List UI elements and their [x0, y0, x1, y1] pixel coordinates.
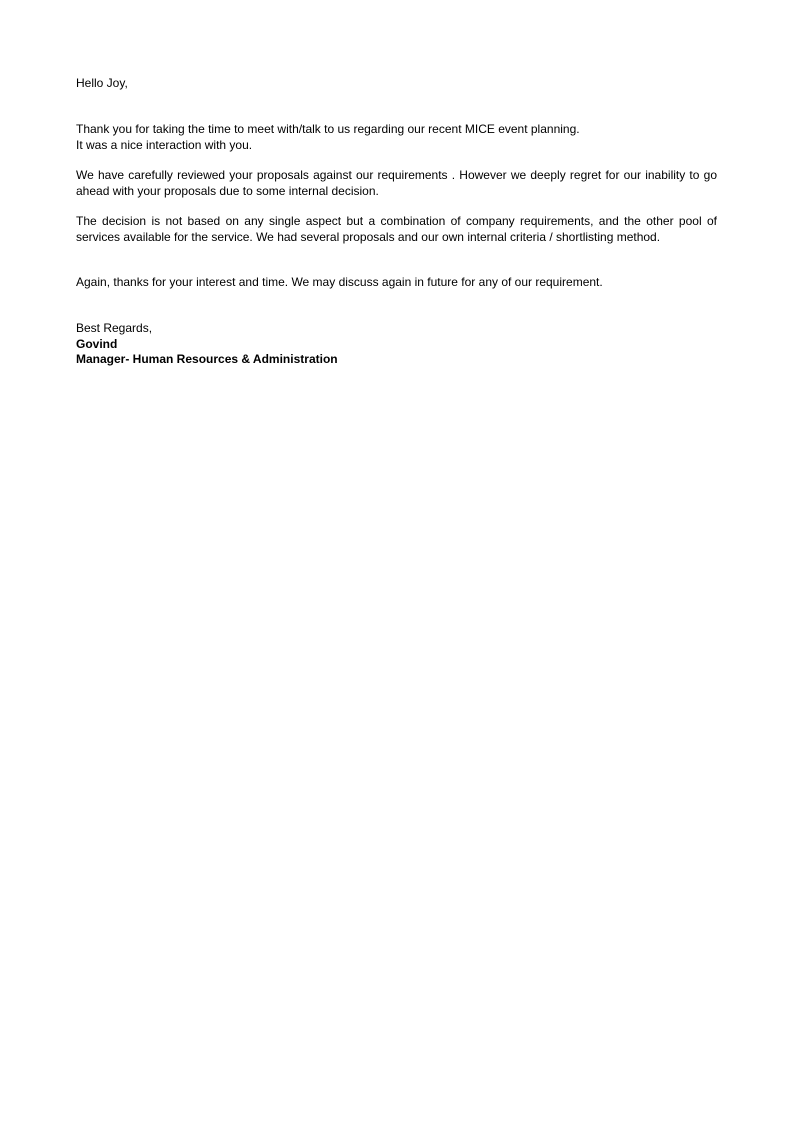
- signer-name: Govind: [76, 336, 118, 351]
- paragraph-thanks-line-2: It was a nice interaction with you.: [76, 137, 253, 152]
- paragraph-again: Again, thanks for your interest and time. We may discuss again in future for any of our requirement.: [76, 275, 603, 289]
- signature-block: [76, 321, 338, 368]
- greeting: Hello Joy,: [76, 76, 128, 90]
- paragraph-decision: The decision is not based on any single aspect but a combination of company requirements, and the other pool of services available for the service. We had several proposals and our own internal criteria / shortlisting method.: [76, 214, 717, 244]
- paragraph-thanks-line-1: Thank you for taking the time to meet with/talk to us regarding our recent MICE event planning.: [76, 122, 580, 136]
- paragraph-review: We have carefully reviewed your proposals against our requirements . However we deeply regret for our inability to go ahead with your proposals due to some internal decision.: [76, 168, 717, 198]
- signer-title: Manager- Human Resources & Administration: [76, 352, 338, 366]
- sign-off: Best Regards,: [76, 321, 153, 335]
- paragraph-thanks: [76, 122, 717, 153]
